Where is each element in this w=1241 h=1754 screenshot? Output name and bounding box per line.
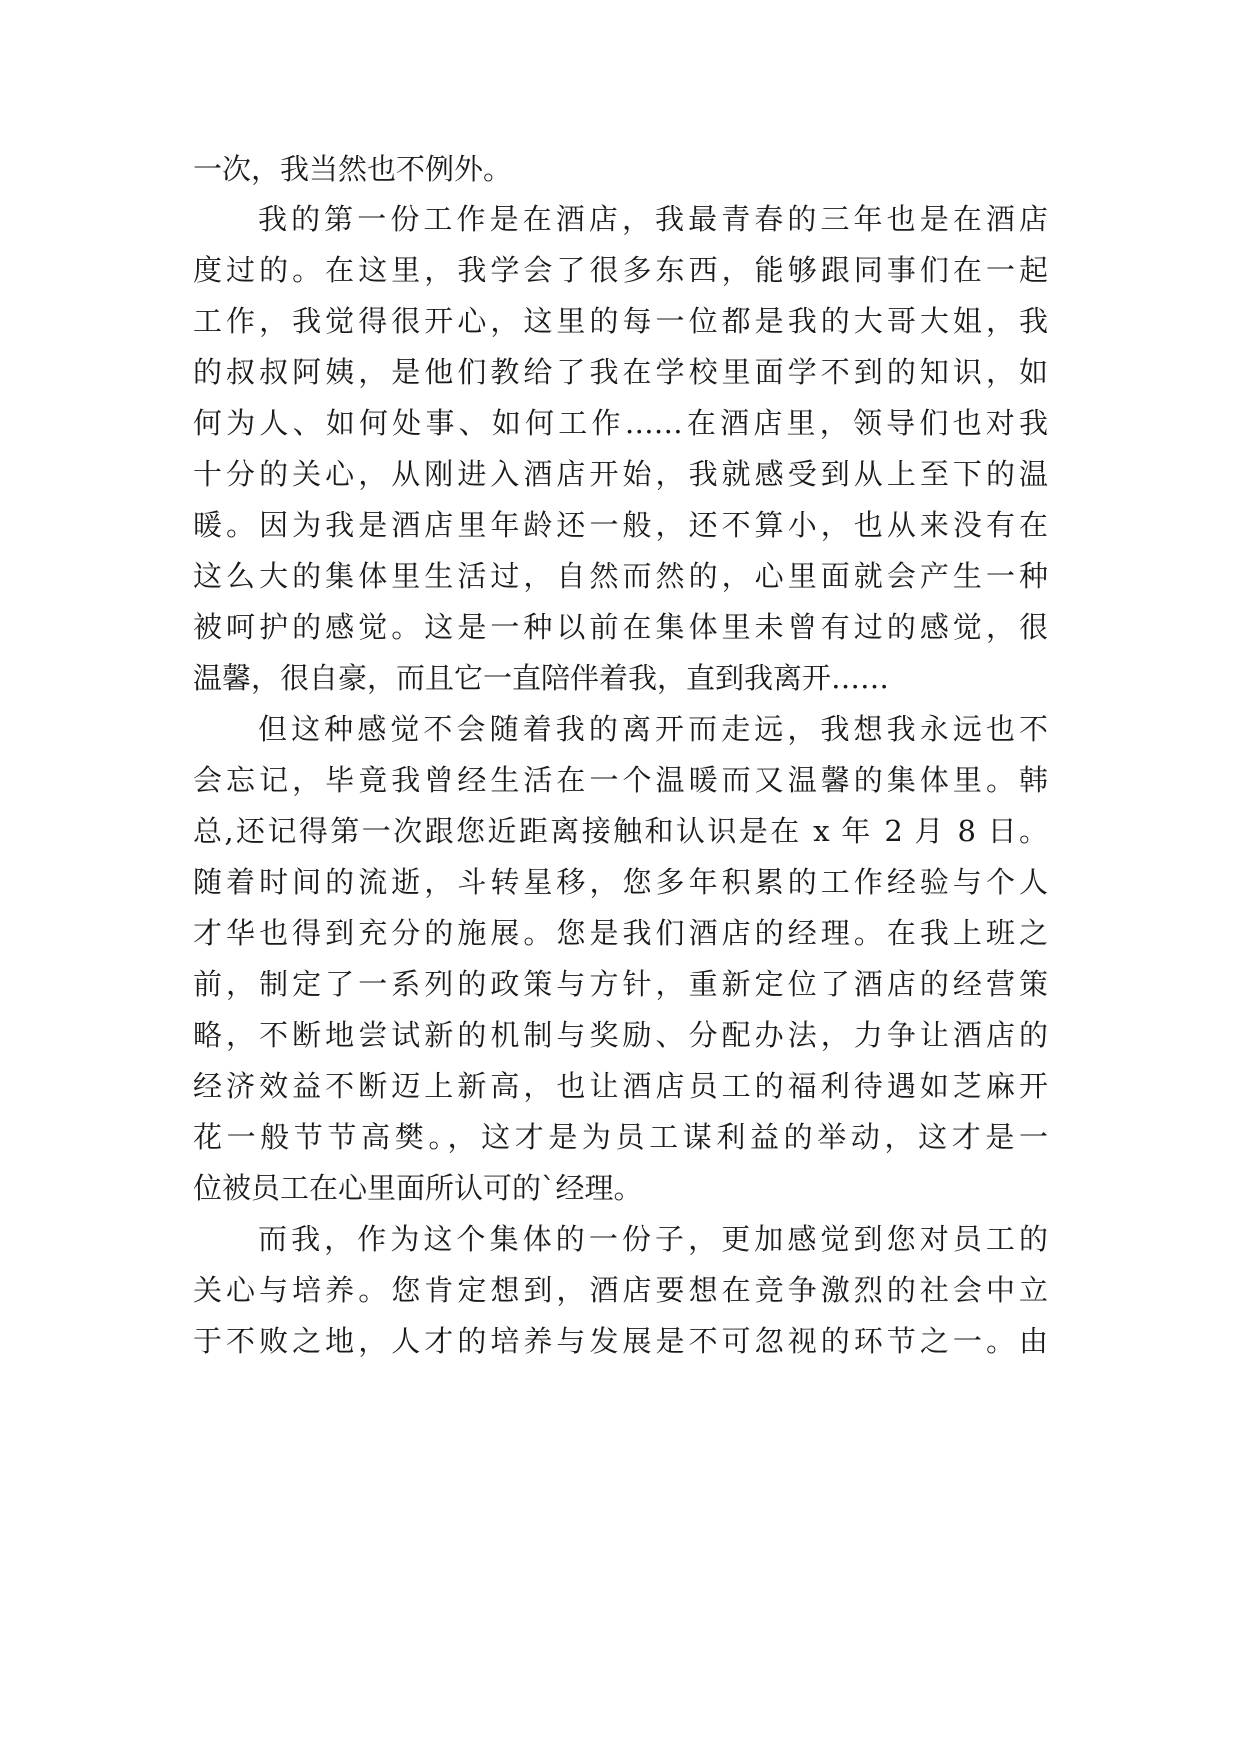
text-line: 于不败之地，人才的培养与发展是不可忽视的环节之一。由 (193, 1324, 1048, 1358)
text-line: 被呵护的感觉。这是一种以前在集体里未曾有过的感觉，很 (193, 610, 1048, 644)
text-line: 这么大的集体里生活过，自然而然的，心里面就会产生一种 (193, 559, 1048, 593)
text-line: 暖。因为我是酒店里年龄还一般，还不算小，也从来没有在 (193, 508, 1048, 542)
text-line: 度过的。在这里，我学会了很多东西，能够跟同事们在一起 (193, 253, 1048, 287)
text-line: 前，制定了一系列的政策与方针，重新定位了酒店的经营策 (193, 967, 1048, 1001)
text-line: 才华也得到充分的施展。您是我们酒店的经理。在我上班之 (193, 916, 1048, 950)
text-line: 随着时间的流逝，斗转星移，您多年积累的工作经验与个人 (193, 865, 1048, 899)
text-line: 一次，我当然也不例外。 (193, 152, 513, 186)
text-line: 十分的关心，从刚进入酒店开始，我就感受到从上至下的温 (193, 457, 1048, 491)
text-line: 而我，作为这个集体的一份子，更加感觉到您对员工的 (258, 1222, 1048, 1256)
text-line: 我的第一份工作是在酒店，我最青春的三年也是在酒店 (258, 202, 1048, 236)
text-line: 工作，我觉得很开心，这里的每一位都是我的大哥大姐，我 (193, 304, 1048, 338)
text-line: 但这种感觉不会随着我的离开而走远，我想我永远也不 (258, 712, 1048, 746)
text-line: 位被员工在心里面所认可的`经理。 (193, 1171, 643, 1205)
text-line: 何为人、如何处事、如何工作……在酒店里，领导们也对我 (193, 406, 1048, 440)
text-line: 总,还记得第一次跟您近距离接触和认识是在 x 年 2 月 8 日。 (193, 814, 1048, 848)
text-line: 会忘记，毕竟我曾经生活在一个温暖而又温馨的集体里。韩 (193, 763, 1048, 797)
text-line: 经济效益不断迈上新高，也让酒店员工的福利待遇如芝麻开 (193, 1069, 1048, 1103)
text-line: 的叔叔阿姨，是他们教给了我在学校里面学不到的知识，如 (193, 355, 1048, 389)
text-line: 花一般节节高樊。，这才是为员工谋利益的举动，这才是一 (193, 1120, 1048, 1154)
text-line: 略，不断地尝试新的机制与奖励、分配办法，力争让酒店的 (193, 1018, 1048, 1052)
text-line: 温馨，很自豪，而且它一直陪伴着我，直到我离开…… (193, 661, 890, 695)
text-line: 关心与培养。您肯定想到，酒店要想在竞争激烈的社会中立 (193, 1273, 1048, 1307)
